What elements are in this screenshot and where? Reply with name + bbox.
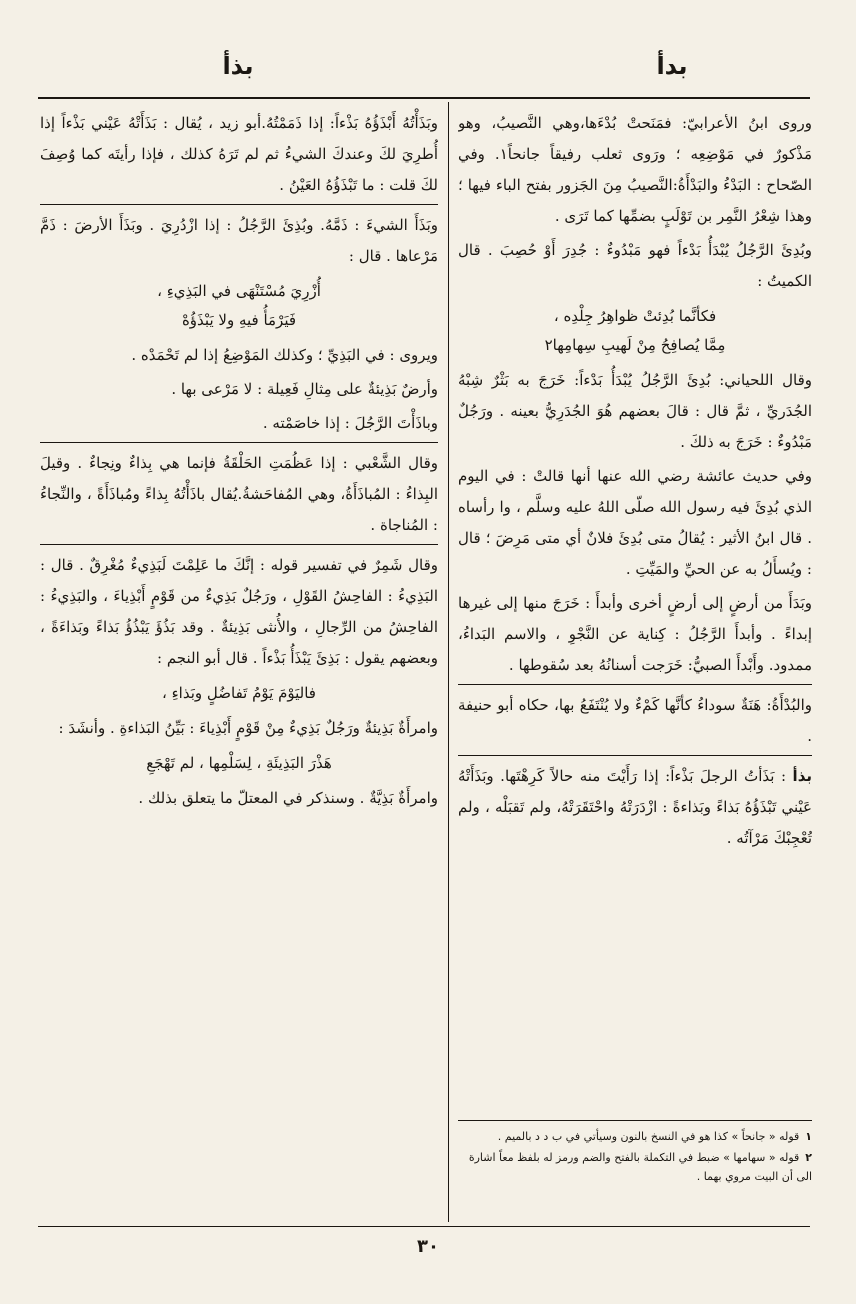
footnote: [458, 1148, 812, 1186]
entry-paragraph: وبُدِئَ الرَّجُلُ يُبْدَأُ بَدْءاً فهو مَبْدُوءٌ : جُدِرَ أَوْ حُصِبَ . قال الكميتُ :: [458, 241, 812, 290]
entry-separator: [40, 442, 438, 443]
entry-paragraph: وقال اللحياني: بُدِئَ الرَّجُلُ يُبْدَأُ بَدْءاً: خَرَجَ به بَثْرٌ شِبْهُ الجُدَريِّ ، ثمَّ قال : قالَ بعضهم هُوَ الجُدَرِيُّ بعينه . ورَجُلٌ مَبْدُوءٌ : خَرَجَ به ذلكَ .: [458, 371, 812, 451]
entry-text: : بَذَأتُ الرجلَ بَذْءاً: إذا رَأَيْتَ منه حالاً كَرِهْتَها. وبَذَأَتْهُ عَيْني تَبْذَؤُهُ بَذاءً وبَذاءةً : ازْدَرَتْهُ واحْتَقَرَتْهُ، ولم تَقبَلْه ، ولم تُعْجِبْكَ مَرْآتُه .: [458, 767, 812, 847]
entry-paragraph: وامرأَةٌ بَذِيئةٌ ورَجُلٌ بَذِيءٌ مِنْ قَوْمٍ أَبْذِياءَ : بَيِّنُ البَذاءةِ . وأنشَدَ :: [58, 719, 438, 737]
entry-paragraph: وبَذَأَ الشيءَ : ذَمَّهُ. وبُذِئَ الرَّجُلُ : إذا ازْدُرِيَ . وبَذَأَ الأرضَ : ذَمَّ مَرْعاها . قال :: [40, 216, 438, 265]
verse-line: مِمَّا يُصافِحُ مِنْ لَهيبِ سِهامِها٢: [544, 336, 726, 354]
entry-paragraph: وروى ابنُ الأعرابيّ: فمَنَحتْ بُدْءَها،وهي النَّصيبُ، وهو مَذْكورٌ في مَوْضِعِه ؛ ورَوى ثعلب رفيقاً جانحاً١. وفي الصّحاح : البَدْءُ والبَدْأَةُ:النَّصيبُ مِنَ الجَزور بفتح الباء فيها ؛ وهذا شِعْرُ النَّمِر بن تَوْلَبٍ بضمِّها كما تَرَى .: [458, 114, 812, 225]
footnote-text: قوله « جانحاً » كذا هو في النسخ بالنون وسيأتي في ب د د بالميم .: [497, 1130, 800, 1143]
header-rule: [38, 97, 810, 99]
running-header-right: بدأ: [656, 52, 688, 80]
entry-paragraph: وقال شَمِرٌ في تفسير قوله : إنَّكَ ما عَلِمْتَ لَبَذِيءٌ مُغْرِقٌ . قال : البَذِيءُ : الفاحِشُ القَوْلِ ، ورَجُلٌ بَذِيءٌ من قَوْمٍ أَبْذِياءَ ، والبَذِيءُ : الفاحِشُ من الرِّجالِ ، والأُنثى بَذِيئةٌ . وقد بَذُؤَ يَبْذُؤُ بَذاءً وبَذاءَةً ، وبعضهم يقول : بَذِئَ يَبْذَأُ بَذْءاً . قال أبو النجم :: [40, 556, 438, 667]
entry-paragraph: وبَذَأْتُهُ أَبْذَؤُهُ بَذْءاً: إذا ذَمَمْتُهُ.أبو زيد ، يُقال : بَذَأَتْهُ عَيْني بَذْءاً إذا أُطرِيَ لكَ وعندكَ الشيءُ ثم لم تَرَهُ كذلك ، فإذا رأيتَه كما وُصِفَ لكَ قلت : ما تَبْذَؤُهُ العَيْنُ .: [40, 114, 438, 194]
entry-separator: [40, 204, 438, 205]
column-divider: [448, 102, 449, 1222]
footnote-number: ٢: [805, 1151, 812, 1164]
verse-quote: [458, 302, 812, 360]
footer-rule: [38, 1226, 810, 1227]
entry-separator: [40, 544, 438, 545]
verse-line: فاليَوْمَ يَوْمُ تَفاضُلٍ وبَذاءِ ،: [162, 684, 316, 702]
entry-paragraph: وباذَأْتَ الرَّجُلَ : إذا خاصَمْته .: [262, 414, 438, 432]
verse-line: فكأنَّما بُدِئتْ ظواهِرُ جِلْدِه ،: [553, 307, 717, 325]
entry-headword: بذأ: [792, 767, 812, 785]
verse-line: أُزْرِيَ مُسْتَنْهَى في البَذِيءِ ،: [157, 282, 321, 300]
left-column: [40, 108, 438, 1210]
right-column: [458, 108, 812, 1220]
running-header-left: بذأ: [222, 52, 254, 80]
entry-paragraph: وبَدَأَ من أرضٍ إلى أرضٍ أخرى وأبدأَ : خَرَجَ منها إلى غيرها إبداءً . وأبدأَ الرَّجُلُ : كِناية عن النَّجْوِ ، والاسم البَداءُ، ممدود. وأَبْدأَ الصبيُّ: خَرَجت أسنانُهُ بعد سُقوطها .: [458, 594, 812, 674]
footnotes: [458, 1120, 812, 1188]
entry-paragraph: وفي حديث عائشة رضي الله عنها أنها قالتْ : في اليوم الذي بُدِئَ فيه رسول الله صلّى اللهُ عليه وسلَّم ، وا رأساه . قال ابنُ الأثير : يُقالُ متى بُدِئَ فلانٌ أي متى مَرِضَ ؛ قال : ويُسأَلُ به عن الحيِّ والمَيِّتِ .: [458, 467, 812, 578]
verse-quote: [40, 749, 438, 778]
entry-paragraph: والبُدْأَةُ: هَنَةٌ سوداءُ كأنَّها كَمْءٌ ولا يُنْتَفَعُ بها، حكاه أبو حنيفة .: [458, 696, 812, 745]
entry-paragraph: وأرضٌ بَذِيئةٌ على مِثالِ فَعِيلة : لا مَرْعى بها .: [171, 380, 438, 398]
page-number: ٣٠: [417, 1236, 439, 1257]
entry-paragraph: ويروى : في البَذِيِّ ؛ وكذلك المَوْضِعُ إذا لم تَحْمَدْه .: [131, 346, 438, 364]
footnote: [458, 1127, 812, 1146]
verse-quote: [40, 277, 438, 335]
verse-line: فَيَرْمَأُ فيهِ ولا يَبْذَؤُهْ: [181, 311, 297, 329]
entry-paragraph: وقال الشَّعْبي : إذا عَظُمَتِ الحَلْقَةُ فإنما هي بِذاءٌ ونِجاءٌ . وقيلَ البِذاءُ : المُباذَأَةُ، وهي المُفاحَشةُ.يُقال باذَأْتُهُ بِذاءً ومُباذَأَةً ، والنِّجاءُ : المُناجاة .: [40, 454, 438, 534]
entry-separator: [458, 684, 812, 685]
entry-paragraph: وامرأَةٌ بَذِيَّةٌ . وسنذكر في المعتلّ ما يتعلق بذلك .: [138, 789, 438, 807]
footnote-text: قوله « سهامها » ضبط في التكملة بالفتح والضم ورمز له بلفظ معاً اشارة الى أن البيت مروي بهما .: [468, 1151, 812, 1183]
verse-quote: [40, 679, 438, 708]
verse-line: هَذْرَ البَذِيئَةِ ، لِسَلْمِها ، لم تَهْجَعِ: [146, 754, 332, 772]
footnote-number: ١: [805, 1130, 812, 1143]
entry-paragraph: [458, 761, 812, 854]
entry-separator: [458, 755, 812, 756]
